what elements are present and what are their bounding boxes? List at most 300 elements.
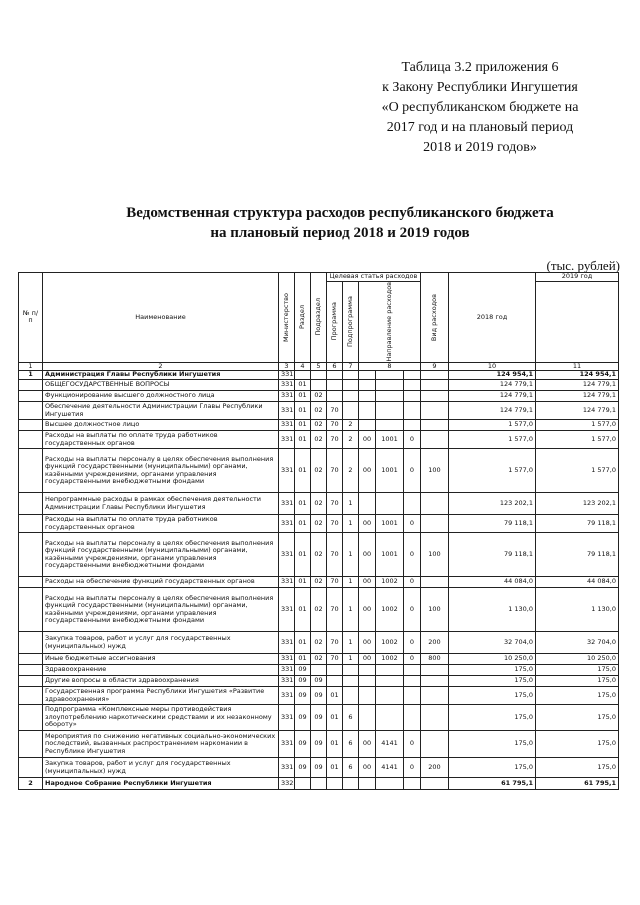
table-row (19, 449, 619, 493)
cell-subprog: 6 (343, 731, 359, 758)
cell-subprog: 1 (343, 577, 359, 588)
cell-sub (311, 380, 327, 391)
cell-subprog (343, 380, 359, 391)
cell-y2019: 124 779,1 (536, 391, 619, 402)
header-subsection (311, 273, 327, 363)
cell-min: 331 (279, 687, 295, 705)
cell-y2019: 79 118,1 (536, 533, 619, 577)
cell-sec: 01 (295, 577, 311, 588)
cell-y2018: 124 779,1 (449, 391, 536, 402)
header-subprogram (343, 281, 359, 362)
cell-y2018: 123 202,1 (449, 493, 536, 515)
cell-sec: 01 (295, 654, 311, 665)
cell-d2 (376, 402, 404, 420)
cell-min: 331 (279, 431, 295, 449)
cell-y2019: 175,0 (536, 676, 619, 687)
header-subprogram-label: Подпрограмма (345, 295, 354, 348)
table-row (19, 402, 619, 420)
cell-vr: 100 (421, 449, 449, 493)
cell-d3 (404, 778, 421, 790)
cell-d3 (404, 371, 421, 380)
cell-d3 (404, 402, 421, 420)
cell-y2018: 124 779,1 (449, 380, 536, 391)
cell-d2 (376, 687, 404, 705)
col-number: 2 (43, 362, 279, 371)
cell-min: 332 (279, 778, 295, 790)
cell-d2 (376, 705, 404, 731)
cell-prog: 70 (327, 533, 343, 577)
cell-sub: 02 (311, 577, 327, 588)
cell-vr (421, 402, 449, 420)
cell-y2019: 1 130,0 (536, 588, 619, 632)
cell-d1 (359, 778, 376, 790)
cell-y2018: 175,0 (449, 665, 536, 676)
cell-vr (421, 731, 449, 758)
cell-prog (327, 371, 343, 380)
cell-vr (421, 705, 449, 731)
header-section-label: Раздел (297, 305, 306, 330)
cell-d1 (359, 420, 376, 431)
cell-prog: 70 (327, 402, 343, 420)
cell-min: 331 (279, 493, 295, 515)
cell-sub: 02 (311, 391, 327, 402)
cell-prog: 70 (327, 577, 343, 588)
cell-prog: 70 (327, 654, 343, 665)
column-number-row (19, 362, 619, 371)
cell-d1 (359, 687, 376, 705)
cell-num (19, 515, 43, 533)
cell-sec: 01 (295, 391, 311, 402)
cell-vr: 100 (421, 533, 449, 577)
header-direction-label: Направление расходов (384, 281, 393, 362)
cell-sec (295, 371, 311, 380)
cell-sec: 01 (295, 533, 311, 577)
title-line: Ведомственная структура расходов республиканского бюджета (126, 205, 554, 221)
cell-d1 (359, 380, 376, 391)
table-row (19, 687, 619, 705)
cell-subprog: 1 (343, 632, 359, 654)
header-2018: 2018 год (449, 273, 536, 363)
cell-prog: 01 (327, 758, 343, 778)
cell-sec: 09 (295, 665, 311, 676)
cell-d1: 00 (359, 533, 376, 577)
cell-min: 331 (279, 391, 295, 402)
cell-subprog: 2 (343, 449, 359, 493)
cell-vr (421, 778, 449, 790)
cell-d2 (376, 493, 404, 515)
cell-min: 331 (279, 449, 295, 493)
table-row (19, 391, 619, 402)
cell-y2018: 175,0 (449, 687, 536, 705)
cell-d2: 1002 (376, 632, 404, 654)
cell-prog (327, 676, 343, 687)
cell-prog (327, 380, 343, 391)
cell-y2018: 79 118,1 (449, 515, 536, 533)
cell-d3: 0 (404, 632, 421, 654)
document-title (70, 203, 610, 243)
cell-d2 (376, 778, 404, 790)
cell-num (19, 758, 43, 778)
cell-y2019: 124 779,1 (536, 402, 619, 420)
cell-min: 331 (279, 758, 295, 778)
cell-d3 (404, 676, 421, 687)
cell-y2019: 175,0 (536, 705, 619, 731)
cell-subprog: 2 (343, 420, 359, 431)
cell-num (19, 731, 43, 758)
cell-d2: 1002 (376, 588, 404, 632)
cell-min: 331 (279, 402, 295, 420)
cell-name: Закупка товаров, работ и услуг для государственных (муниципальных) нужд (43, 632, 279, 654)
cell-d1: 00 (359, 632, 376, 654)
cell-name: Расходы на выплаты по оплате труда работников государственных органов (43, 431, 279, 449)
cell-y2018: 1 577,0 (449, 420, 536, 431)
cell-sub: 02 (311, 493, 327, 515)
cell-sub: 02 (311, 402, 327, 420)
cell-vr: 800 (421, 654, 449, 665)
appendix-line: Таблица 3.2 приложения 6 (401, 60, 559, 75)
cell-sub: 02 (311, 654, 327, 665)
table-row (19, 431, 619, 449)
cell-num: 2 (19, 778, 43, 790)
cell-sub: 02 (311, 632, 327, 654)
cell-num (19, 632, 43, 654)
cell-min: 331 (279, 588, 295, 632)
cell-sub (311, 665, 327, 676)
cell-vr (421, 391, 449, 402)
cell-name: Другие вопросы в области здравоохранения (43, 676, 279, 687)
cell-min: 331 (279, 533, 295, 577)
cell-d2 (376, 391, 404, 402)
cell-prog: 70 (327, 449, 343, 493)
cell-d3: 0 (404, 449, 421, 493)
cell-y2018: 79 118,1 (449, 533, 536, 577)
cell-d1: 00 (359, 731, 376, 758)
cell-num (19, 654, 43, 665)
cell-d2: 1001 (376, 515, 404, 533)
cell-d3 (404, 391, 421, 402)
header-program-label: Программа (329, 302, 338, 341)
cell-subprog: 1 (343, 515, 359, 533)
cell-subprog (343, 778, 359, 790)
cell-d1: 00 (359, 654, 376, 665)
cell-sub: 02 (311, 431, 327, 449)
cell-y2018: 175,0 (449, 705, 536, 731)
cell-prog (327, 778, 343, 790)
cell-subprog: 1 (343, 493, 359, 515)
cell-prog: 70 (327, 431, 343, 449)
cell-subprog: 1 (343, 588, 359, 632)
table-row (19, 731, 619, 758)
cell-d2: 1001 (376, 431, 404, 449)
cell-d3: 0 (404, 758, 421, 778)
cell-vr (421, 380, 449, 391)
cell-y2019: 123 202,1 (536, 493, 619, 515)
cell-sec: 01 (295, 380, 311, 391)
cell-name: Мероприятия по снижению негативных социально-экономических последствий, вызванных распространением наркомании в Республике Ингушетия (43, 731, 279, 758)
cell-min: 331 (279, 705, 295, 731)
cell-d1: 00 (359, 577, 376, 588)
cell-d1: 00 (359, 588, 376, 632)
header-program (327, 281, 343, 362)
appendix-line: 2017 год и на плановый период (386, 120, 574, 135)
cell-min: 331 (279, 654, 295, 665)
cell-d2 (376, 371, 404, 380)
header-2019: 2019 год (536, 273, 619, 282)
cell-prog (327, 391, 343, 402)
cell-d3: 0 (404, 588, 421, 632)
cell-min: 331 (279, 731, 295, 758)
cell-y2018: 61 795,1 (449, 778, 536, 790)
cell-d3 (404, 665, 421, 676)
cell-num (19, 665, 43, 676)
col-number: 8 (359, 362, 421, 371)
cell-y2018: 124 954,1 (449, 371, 536, 380)
table-row (19, 493, 619, 515)
col-number: 7 (343, 362, 359, 371)
cell-d2: 1001 (376, 533, 404, 577)
table-row (19, 676, 619, 687)
cell-y2018: 175,0 (449, 758, 536, 778)
cell-sec: 01 (295, 632, 311, 654)
cell-y2019: 1 577,0 (536, 449, 619, 493)
cell-y2019: 124 954,1 (536, 371, 619, 380)
cell-sub (311, 371, 327, 380)
cell-min: 331 (279, 380, 295, 391)
header-section (295, 273, 311, 363)
col-number: 5 (311, 362, 327, 371)
table-row (19, 420, 619, 431)
title-line: на плановый период 2018 и 2019 годов (210, 225, 470, 241)
cell-name: Расходы на выплаты персоналу в целях обеспечения выполнения функций государственными (муниципальными) органами, казёнными учреждениями, органами управления государственными внебюджетными фондами (43, 588, 279, 632)
table-row (19, 380, 619, 391)
col-number: 1 (19, 362, 43, 371)
cell-subprog (343, 676, 359, 687)
cell-subprog (343, 687, 359, 705)
cell-vr (421, 493, 449, 515)
cell-d1 (359, 493, 376, 515)
cell-vr (421, 431, 449, 449)
cell-subprog: 1 (343, 654, 359, 665)
table-row (19, 665, 619, 676)
cell-d2: 1002 (376, 654, 404, 665)
cell-d1 (359, 371, 376, 380)
table-row (19, 371, 619, 380)
cell-name: Высшее должностное лицо (43, 420, 279, 431)
table-row (19, 577, 619, 588)
col-number: 10 (449, 362, 536, 371)
header-expense-type-label: Вид расходов (429, 293, 438, 341)
cell-vr (421, 687, 449, 705)
cell-prog: 70 (327, 515, 343, 533)
cell-sec: 01 (295, 420, 311, 431)
col-number: 6 (327, 362, 343, 371)
cell-y2019: 124 779,1 (536, 380, 619, 391)
header-expense-type (421, 273, 449, 363)
cell-num (19, 577, 43, 588)
cell-name: Непрограммные расходы в рамках обеспечения деятельности Администрации Главы Республики Ингушетия (43, 493, 279, 515)
cell-d1: 00 (359, 758, 376, 778)
table-row (19, 654, 619, 665)
cell-name: Функционирование высшего должностного лица (43, 391, 279, 402)
cell-d3: 0 (404, 654, 421, 665)
cell-d1: 00 (359, 431, 376, 449)
cell-y2018: 124 779,1 (449, 402, 536, 420)
cell-d2: 4141 (376, 731, 404, 758)
cell-y2019: 175,0 (536, 687, 619, 705)
cell-y2018: 32 704,0 (449, 632, 536, 654)
cell-y2018: 1 577,0 (449, 449, 536, 493)
cell-name: Расходы на выплаты персоналу в целях обеспечения выполнения функций государственными (муниципальными) органами, казёнными учреждениями, органами управления государственными внебюджетными фондами (43, 533, 279, 577)
cell-min: 331 (279, 676, 295, 687)
header-ministry-label: Министерство (281, 292, 290, 342)
cell-subprog (343, 391, 359, 402)
cell-d1: 00 (359, 515, 376, 533)
cell-sec: 01 (295, 402, 311, 420)
cell-vr (421, 515, 449, 533)
cell-num (19, 449, 43, 493)
cell-y2019: 1 577,0 (536, 431, 619, 449)
cell-subprog (343, 402, 359, 420)
cell-min: 331 (279, 515, 295, 533)
cell-name: Государственная программа Республики Ингушетия «Развитие здравоохранения» (43, 687, 279, 705)
cell-d1 (359, 391, 376, 402)
cell-d3: 0 (404, 515, 421, 533)
header-direction (359, 281, 421, 362)
cell-y2019: 32 704,0 (536, 632, 619, 654)
cell-name: Подпрограмма «Комплексные меры противодействия злоупотреблению наркотическими средствами и их незаконному обороту» (43, 705, 279, 731)
cell-num (19, 687, 43, 705)
cell-prog: 70 (327, 632, 343, 654)
cell-sec: 01 (295, 431, 311, 449)
cell-d3: 0 (404, 577, 421, 588)
cell-d2 (376, 380, 404, 391)
table-row (19, 515, 619, 533)
cell-num (19, 705, 43, 731)
table-row (19, 758, 619, 778)
cell-sub: 02 (311, 449, 327, 493)
cell-y2019: 10 250,0 (536, 654, 619, 665)
cell-sec: 01 (295, 449, 311, 493)
cell-vr (421, 420, 449, 431)
appendix-line: к Закону Республики Ингушетия (382, 80, 578, 95)
cell-sub: 09 (311, 676, 327, 687)
cell-vr (421, 577, 449, 588)
cell-prog: 01 (327, 705, 343, 731)
cell-subprog: 6 (343, 705, 359, 731)
cell-vr (421, 665, 449, 676)
header-subsection-label: Подраздел (313, 298, 322, 337)
cell-prog: 70 (327, 588, 343, 632)
cell-num (19, 431, 43, 449)
cell-d1 (359, 665, 376, 676)
header-2019-spacer (536, 281, 619, 362)
cell-y2018: 10 250,0 (449, 654, 536, 665)
cell-sub: 09 (311, 731, 327, 758)
units-label: (тыс. рублей) (546, 258, 620, 273)
col-number: 4 (295, 362, 311, 371)
cell-d1 (359, 705, 376, 731)
cell-num (19, 493, 43, 515)
cell-num (19, 380, 43, 391)
col-number: 3 (279, 362, 295, 371)
col-number: 9 (421, 362, 449, 371)
cell-prog (327, 665, 343, 676)
cell-y2019: 175,0 (536, 731, 619, 758)
budget-table (18, 272, 619, 790)
cell-sec: 09 (295, 687, 311, 705)
cell-name: Закупка товаров, работ и услуг для государственных (муниципальных) нужд (43, 758, 279, 778)
cell-num (19, 533, 43, 577)
cell-sub: 09 (311, 758, 327, 778)
cell-sub: 09 (311, 687, 327, 705)
appendix-note (340, 58, 620, 158)
cell-d3 (404, 420, 421, 431)
cell-num (19, 391, 43, 402)
cell-min: 331 (279, 577, 295, 588)
col-number: 11 (536, 362, 619, 371)
cell-sub: 09 (311, 705, 327, 731)
cell-d3 (404, 493, 421, 515)
cell-sec: 01 (295, 493, 311, 515)
cell-name: Иные бюджетные ассигнования (43, 654, 279, 665)
table-row (19, 778, 619, 790)
cell-name: Расходы на выплаты по оплате труда работников государственных органов (43, 515, 279, 533)
header-name: Наименование (43, 273, 279, 363)
cell-sec: 09 (295, 758, 311, 778)
cell-y2019: 1 577,0 (536, 420, 619, 431)
cell-sub: 02 (311, 420, 327, 431)
cell-subprog (343, 665, 359, 676)
cell-d2 (376, 420, 404, 431)
cell-subprog: 2 (343, 431, 359, 449)
cell-sec (295, 778, 311, 790)
cell-name: ОБЩЕГОСУДАРСТВЕННЫЕ ВОПРОСЫ (43, 380, 279, 391)
cell-d3: 0 (404, 731, 421, 758)
cell-d3 (404, 687, 421, 705)
cell-d2: 1002 (376, 577, 404, 588)
cell-d3 (404, 705, 421, 731)
cell-sub (311, 778, 327, 790)
table-row (19, 533, 619, 577)
cell-name: Обеспечение деятельности Администрации Главы Республики Ингушетия (43, 402, 279, 420)
cell-name: Администрация Главы Республики Ингушетия (43, 371, 279, 380)
cell-name: Расходы на обеспечение функций государственных органов (43, 577, 279, 588)
header-target-group: Целевая статья расходов (327, 273, 421, 282)
cell-subprog: 6 (343, 758, 359, 778)
cell-y2018: 175,0 (449, 676, 536, 687)
cell-prog: 01 (327, 687, 343, 705)
cell-vr: 200 (421, 632, 449, 654)
cell-num (19, 402, 43, 420)
cell-d2 (376, 665, 404, 676)
cell-sub: 02 (311, 588, 327, 632)
cell-y2019: 61 795,1 (536, 778, 619, 790)
cell-num (19, 676, 43, 687)
cell-prog: 01 (327, 731, 343, 758)
cell-vr (421, 676, 449, 687)
cell-vr: 100 (421, 588, 449, 632)
cell-subprog: 1 (343, 533, 359, 577)
cell-y2019: 175,0 (536, 758, 619, 778)
cell-num: 1 (19, 371, 43, 380)
table-row (19, 705, 619, 731)
cell-y2018: 1 130,0 (449, 588, 536, 632)
cell-y2018: 175,0 (449, 731, 536, 758)
cell-y2019: 44 084,0 (536, 577, 619, 588)
cell-sec: 09 (295, 676, 311, 687)
cell-y2018: 44 084,0 (449, 577, 536, 588)
appendix-line: 2018 и 2019 годов» (423, 140, 537, 155)
